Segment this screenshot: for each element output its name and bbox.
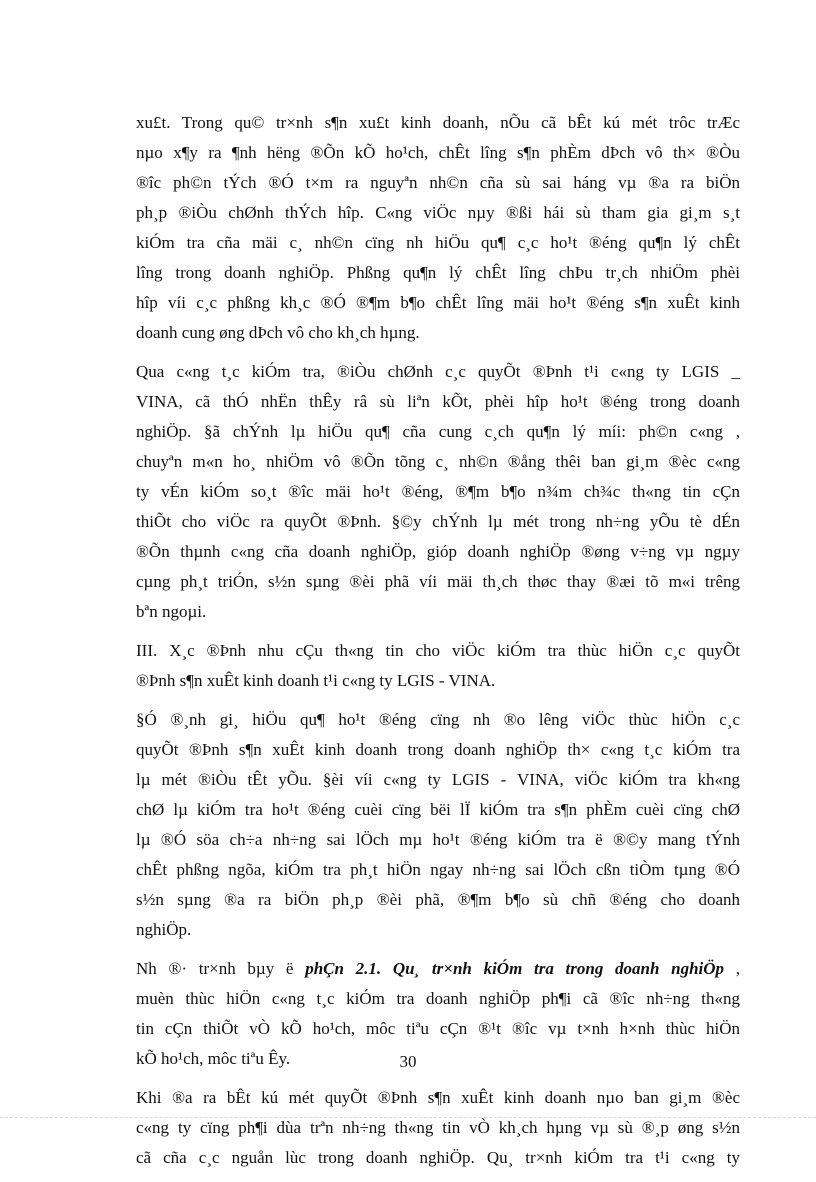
text-line: Khi ®a ra bÊt kú mét quyÕt ®Þnh s¶n xuÊt kinh doanh nµo ban gi¸m ®èc — [136, 1088, 740, 1107]
text-line: lµ ®Ó söa ch÷a nh÷ng sai lÖch mµ ho¹t ®éng kiÓm tra ë ®©y mang tÝnh — [136, 830, 740, 849]
text-line: ty vÉn kiÓm so¸t ®îc mäi ho¹t ®éng, ®¶m b¶o n¾m ch¾c th«ng tin cÇn — [136, 482, 740, 501]
text-line: muèn thùc hiÖn c«ng t¸c kiÓm tra doanh nghiÖp ph¶i cã ®îc nh÷ng th«ng — [136, 989, 740, 1008]
text-line: nghiÖp. §ã chÝnh lµ hiÖu qu¶ cña cung c¸ch qu¶n lý míi: ph©n c«ng , — [136, 422, 740, 441]
text-line-with-reference — [136, 954, 740, 984]
text-line: VINA, cã thÓ nhËn thÊy râ sù liªn kÕt, phèi hîp ho¹t ®éng trong doanh — [136, 392, 740, 411]
text-run: Nh ®· tr×nh bµy ë — [136, 959, 306, 978]
paragraph-3 — [136, 705, 740, 945]
text-line: quyÕt ®Þnh s¶n xuÊt kinh doanh trong doanh nghiÖp th× c«ng t¸c kiÓm tra — [136, 740, 740, 759]
text-line: c«ng ty cïng ph¶i dùa trªn nh÷ng th«ng tin vÒ kh¸ch hµng vµ sù ®¸p øng s½n — [136, 1118, 740, 1137]
text-line: ®Õn thµnh c«ng cña doanh nghiÖp, gióp doanh nghiÖp ®øng v÷ng vµ ngµy — [136, 542, 740, 561]
text-line: thiÕt cho viÖc ra quyÕt ®Þnh. §©y chÝnh lµ mét trong nh÷ng yÕu tè dÉn — [136, 512, 740, 531]
text-line: doanh cung øng dÞch vô cho kh¸ch hµng. — [136, 323, 420, 342]
text-line: ®îc ph©n tÝch ®Ó t×m ra nguyªn nh©n cña sù sai háng vµ ®a ra biÖn — [136, 173, 740, 192]
text-line: cã cña c¸c nguån lùc trong doanh nghiÖp. Qu¸ tr×nh kiÓm tra t¹i c«ng ty — [136, 1148, 740, 1167]
text-line: bªn ngoµi. — [136, 602, 207, 621]
text-line: cµng ph¸t triÓn, s½n sµng ®èi phã víi mäi th¸ch thøc thay ®æi tõ m«i trêng — [136, 572, 740, 591]
text-line: hîp víi c¸c phßng kh¸c ®Ó ®¶m b¶o chÊt lîng mäi ho¹t ®éng s¶n xuÊt kinh — [136, 293, 740, 312]
paragraph-1 — [136, 108, 740, 348]
text-line: III. X¸c ®Þnh nhu cÇu th«ng tin cho viÖc kiÓm tra thùc hiÖn c¸c quyÕt — [136, 641, 740, 660]
text-line: Qua c«ng t¸c kiÓm tra, ®iÒu chØnh c¸c quyÕt ®Þnh t¹i c«ng ty LGIS _ — [136, 362, 740, 381]
paragraph-5 — [136, 1083, 740, 1173]
page-number: 30 — [399, 1052, 417, 1071]
text-line: nghiÖp. — [136, 920, 192, 939]
text-line: nµo x¶y ra ¶nh hëng ®Õn kÕ ho¹ch, chÊt lîng s¶n phÈm dÞch vô th× ®Òu — [136, 143, 740, 162]
text-line: kÕ ho¹ch, môc tiªu Êy. — [136, 1049, 291, 1068]
section-heading-iii — [136, 636, 740, 696]
text-line: kiÓm tra cña mäi c¸ nh©n cïng nh hiÖu qu¶ c¸c ho¹t ®éng qu¶n lý chÊt — [136, 233, 740, 252]
text-line: §Ó ®¸nh gi¸ hiÖu qu¶ ho¹t ®éng cïng nh ®o lêng viÖc thùc hiÖn c¸c — [136, 710, 740, 729]
text-line: s½n sµng ®a ra biÖn ph¸p ®èi phã, ®¶m b¶o sù chñ ®éng cho doanh — [136, 890, 740, 909]
paragraph-2 — [136, 357, 740, 627]
page-bottom-divider — [0, 1117, 816, 1118]
body-text — [136, 108, 740, 1182]
text-line: lµ mét ®iÒu tÊt yÕu. §èi víi c«ng ty LGIS - VINA, viÖc kiÓm tra kh«ng — [136, 770, 740, 789]
text-line: lîng trong doanh nghiÖp. Phßng qu¶n lý chÊt lîng chÞu tr¸ch nhiÖm phèi — [136, 263, 740, 282]
text-line: tin cÇn thiÕt vÒ kÕ ho¹ch, môc tiªu cÇn ®¹t ®îc vµ t×nh h×nh thùc hiÖn — [136, 1019, 740, 1038]
text-line: ph¸p ®iÒu chØnh thÝch hîp. C«ng viÖc nµy ®ßi hái sù tham gia gi¸m s¸t — [136, 203, 740, 222]
text-line: chuyªn m«n ho¸ nhiÖm vô ®Õn tõng c¸ nh©n ®ång thêi ban gi¸m ®èc c«ng — [136, 452, 740, 471]
text-line: chØ lµ kiÓm tra ho¹t ®éng cuèi cïng bëi lÏ kiÓm tra s¶n phÈm cuèi cïng chØ — [136, 800, 740, 819]
text-run: , — [724, 959, 741, 978]
section-reference: phÇn 2.1. Qu¸ tr×nh kiÓm tra trong doanh nghiÖp — [305, 959, 725, 978]
text-line: ®Þnh s¶n xuÊt kinh doanh t¹i c«ng ty LGIS - VINA. — [136, 671, 496, 690]
text-line: chÊt phßng ngõa, kiÓm tra ph¸t hiÖn ngay nh÷ng sai lÖch cßn tiÒm tµng ®Ó — [136, 860, 740, 879]
text-line: xu£t. Trong qu© tr×nh s¶n xu£t kinh doanh, nÕu cã bÊt kú mét trôc trÆc — [136, 113, 740, 132]
